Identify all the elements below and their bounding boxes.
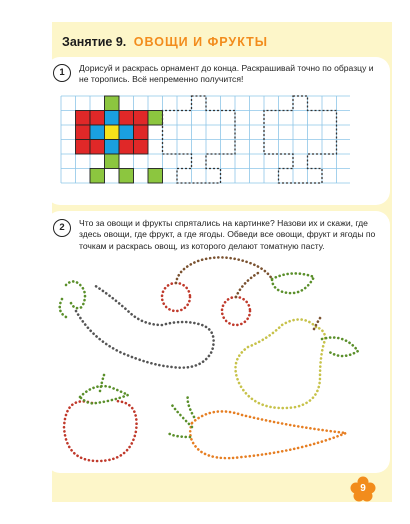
task-1-number-badge: 1 [53, 64, 71, 82]
ornament-cell-blue [105, 111, 120, 126]
tomato-outline[interactable] [64, 375, 137, 461]
task-2-text: Что за овощи и фрукты спрятались на картинке? Назови их и скажи, где здесь овощи, где фрукт, а где ягоды. Обведи все овощи, фрукт и ягоды по точкам и раскрась овощ, из которого делают томатную пасту. [79, 218, 376, 251]
lesson-title [52, 33, 392, 51]
pear-outline[interactable] [236, 315, 359, 408]
task-2-number-badge: 2 [53, 219, 71, 237]
ornament-cell-red [119, 111, 134, 126]
ornament-cell-red [90, 111, 105, 126]
ornament-cell-red [134, 111, 149, 126]
ornament-cell-green [90, 169, 105, 184]
ornament-cell-blue [105, 140, 120, 155]
ornament-cell-blue [90, 125, 105, 140]
task-1-text: Дорисуй и раскрась орнамент до конца. Раскрашивай точно по образцу и не торопись. Всё непременно получится! [79, 63, 374, 85]
eggplant-outline[interactable] [60, 281, 214, 367]
page-number: 9 [360, 483, 366, 494]
ornament-cell-green [105, 96, 120, 111]
ornament-cell-red [134, 140, 149, 155]
ornament-grid[interactable] [60, 95, 350, 195]
ornament-cell-red [134, 125, 149, 140]
ornament-cell-green [105, 154, 120, 169]
ornament-cell-red [76, 125, 91, 140]
dotted-drawing-area[interactable] [52, 255, 392, 465]
ornament-cell-red [90, 140, 105, 155]
carrot-outline[interactable] [168, 395, 346, 458]
lesson-number: Занятие 9. [62, 35, 127, 49]
ornament-cell-green [148, 111, 163, 126]
cherries-outline[interactable] [162, 257, 314, 325]
ornament-cell-green [148, 169, 163, 184]
ornament-cell-green [119, 169, 134, 184]
lesson-topic: ОВОЩИ И ФРУКТЫ [133, 35, 269, 49]
ornament-cell-blue [119, 125, 134, 140]
ornament-cell-yellow [105, 125, 120, 140]
page-number-badge [350, 476, 376, 502]
ornament-cell-red [76, 111, 91, 126]
ornament-cell-red [119, 140, 134, 155]
ornament-cell-red [76, 140, 91, 155]
